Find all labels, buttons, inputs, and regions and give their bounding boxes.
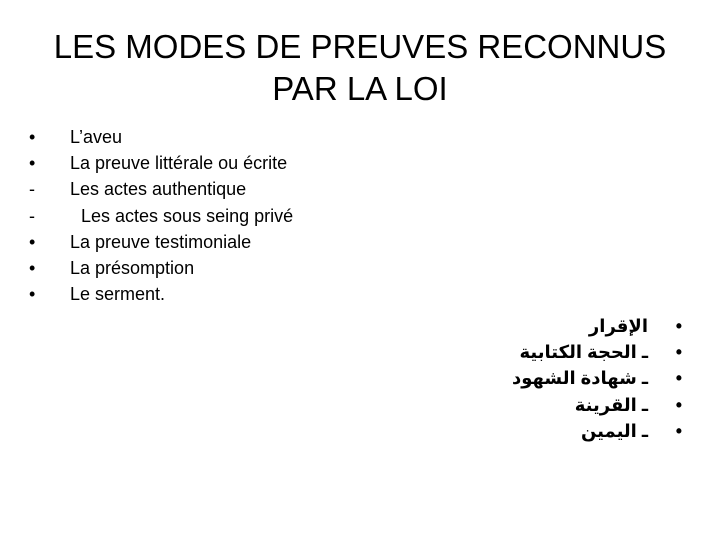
- list-item-text: Le serment.: [70, 284, 166, 305]
- list-item-text: ـ القرينة: [574, 394, 648, 415]
- bullet-marker: •: [29, 231, 36, 252]
- list-item: [24, 229, 293, 255]
- arabic-proof-list: [512, 313, 682, 444]
- list-item: [24, 124, 293, 150]
- list-item-text: ـ شهادة الشهود: [511, 368, 648, 389]
- bullet-marker: •: [675, 394, 682, 415]
- list-item-text: ـ اليمين: [580, 420, 648, 441]
- bullet-marker: •: [29, 284, 36, 305]
- french-proof-list: [24, 124, 293, 307]
- list-item-text: La preuve littérale ou écrite: [70, 153, 288, 174]
- list-item: [512, 392, 682, 418]
- list-item-text: La présomption: [70, 258, 195, 279]
- list-item: [24, 203, 293, 229]
- list-item: [24, 255, 293, 281]
- list-item-text: ـ الحجة الكتابية: [519, 342, 648, 363]
- list-item-text: الإقرار: [588, 316, 648, 336]
- list-item: [512, 365, 682, 391]
- dash-marker: -: [29, 179, 35, 200]
- list-item-text: La preuve testimoniale: [70, 231, 252, 252]
- list-item: [24, 281, 293, 307]
- list-item-text: Les actes authentique: [70, 179, 247, 200]
- list-item: [24, 176, 293, 202]
- bullet-marker: •: [675, 368, 682, 389]
- bullet-marker: •: [675, 342, 682, 363]
- list-item-text: Les actes sous seing privé: [81, 205, 294, 226]
- dash-marker: -: [29, 205, 35, 226]
- list-item: [24, 150, 293, 176]
- list-item: [512, 339, 682, 365]
- bullet-marker: •: [29, 127, 36, 147]
- list-item: [512, 418, 682, 444]
- bullet-marker: •: [675, 420, 682, 441]
- bullet-marker: •: [29, 153, 36, 174]
- list-item: [512, 313, 682, 339]
- slide-title: [40, 26, 680, 110]
- title-line-1: LES MODES DE PREUVES RECONNUS: [53, 28, 667, 65]
- title-line-2: PAR LA LOI: [272, 70, 448, 107]
- list-item-text: L’aveu: [70, 127, 123, 147]
- bullet-marker: •: [29, 258, 36, 279]
- bullet-marker: •: [675, 316, 682, 336]
